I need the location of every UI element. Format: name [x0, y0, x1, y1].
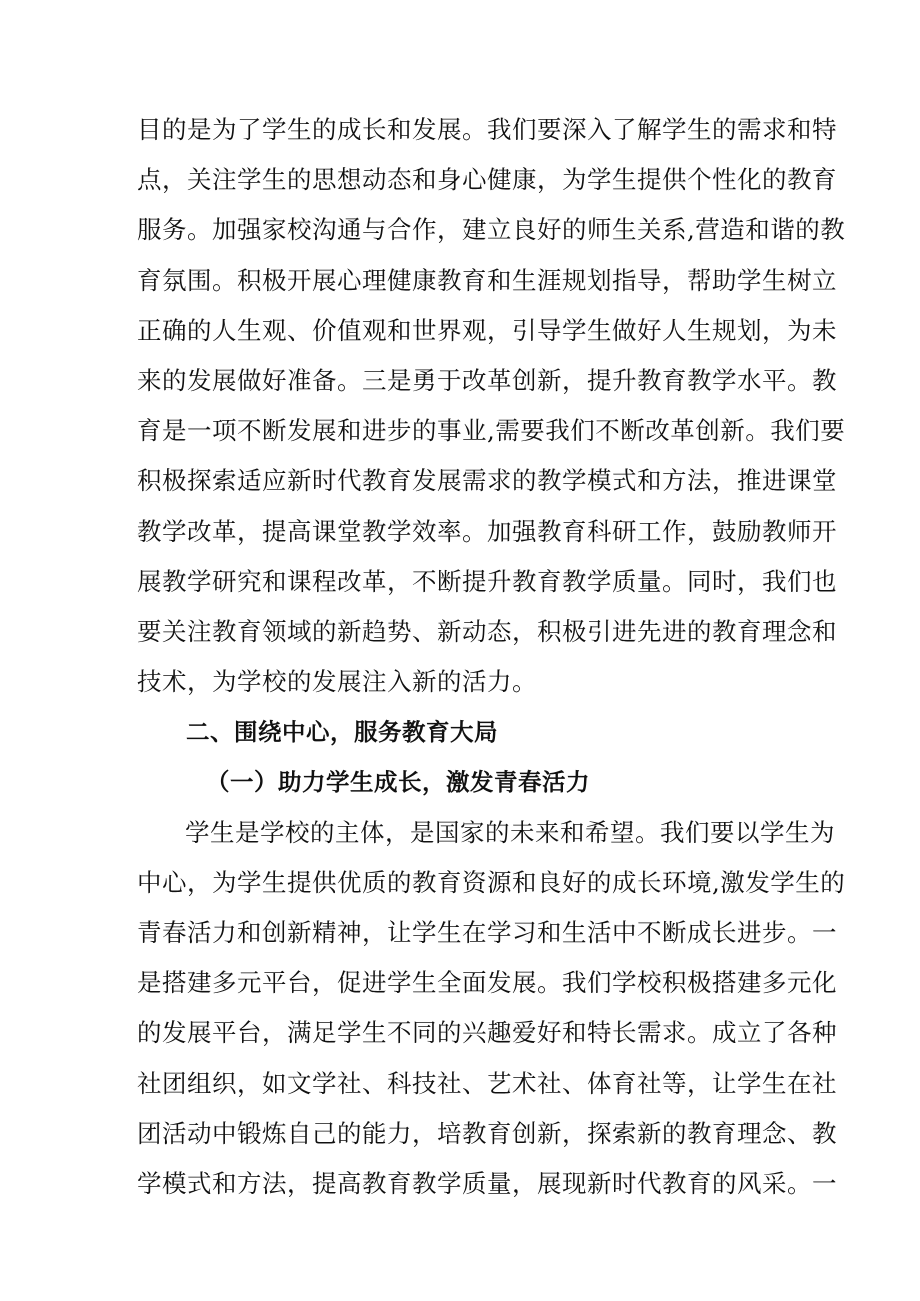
section-heading: 二、围绕中心，服务教育大局 [186, 718, 498, 747]
text-line: 中心，为学生提供优质的教育资源和良好的成长环境,激发学生的 [137, 867, 846, 897]
text-line: 的发展平台，满足学生不同的兴趣爱好和特长需求。成立了各种 [137, 1018, 837, 1048]
text-line: 是搭建多元平台，促进学生全面发展。我们学校积极搭建多元化 [137, 968, 837, 998]
text-line: 青春活力和创新精神，让学生在学习和生活中不断成长进步。一 [137, 918, 837, 947]
text-line: 教学改革，提高课堂教学效率。加强教育科研工作，鼓励教师开 [137, 516, 837, 546]
text-line: 育是一项不断发展和进步的事业,需要我们不断改革创新。我们要 [137, 416, 846, 446]
text-line: 社团组织，如文学社、科技社、艺术社、体育社等，让学生在社 [137, 1068, 837, 1098]
text-line: 来的发展做好准备。三是勇于改革创新，提升教育教学水平。教 [137, 365, 837, 395]
text-line: 点，关注学生的思想动态和身心健康，为学生提供个性化的教育 [137, 165, 837, 195]
text-line: 学模式和方法，提高教育教学质量，展现新时代教育的风采。一 [137, 1168, 837, 1198]
text-line: 服务。加强家校沟通与合作，建立良好的师生关系,营造和谐的教 [137, 215, 846, 245]
text-line: 团活动中锻炼自己的能力，培教育创新，探索新的教育理念、教 [137, 1118, 837, 1148]
text-line: 展教学研究和课程改革，不断提升教育教学质量。同时，我们也 [137, 566, 837, 596]
text-line: 学生是学校的主体，是国家的未来和希望。我们要以学生为 [185, 817, 835, 847]
text-line: 技术，为学校的发展注入新的活力。 [137, 667, 537, 697]
text-line: 育氛围。积极开展心理健康教育和生涯规划指导，帮助学生树立 [137, 265, 837, 295]
text-line: 正确的人生观、价值观和世界观，引导学生做好人生规划，为未 [137, 315, 837, 345]
text-line: 要关注教育领域的新趋势、新动态，积极引进先进的教育理念和 [137, 616, 837, 646]
subsection-heading: （一）助力学生成长，激发青春活力 [206, 768, 590, 797]
document-body [137, 105, 846, 1209]
text-line: 积极探索适应新时代教育发展需求的教学模式和方法，推进课堂 [137, 466, 837, 496]
text-line: 目的是为了学生的成长和发展。我们要深入了解学生的需求和特 [137, 115, 837, 144]
